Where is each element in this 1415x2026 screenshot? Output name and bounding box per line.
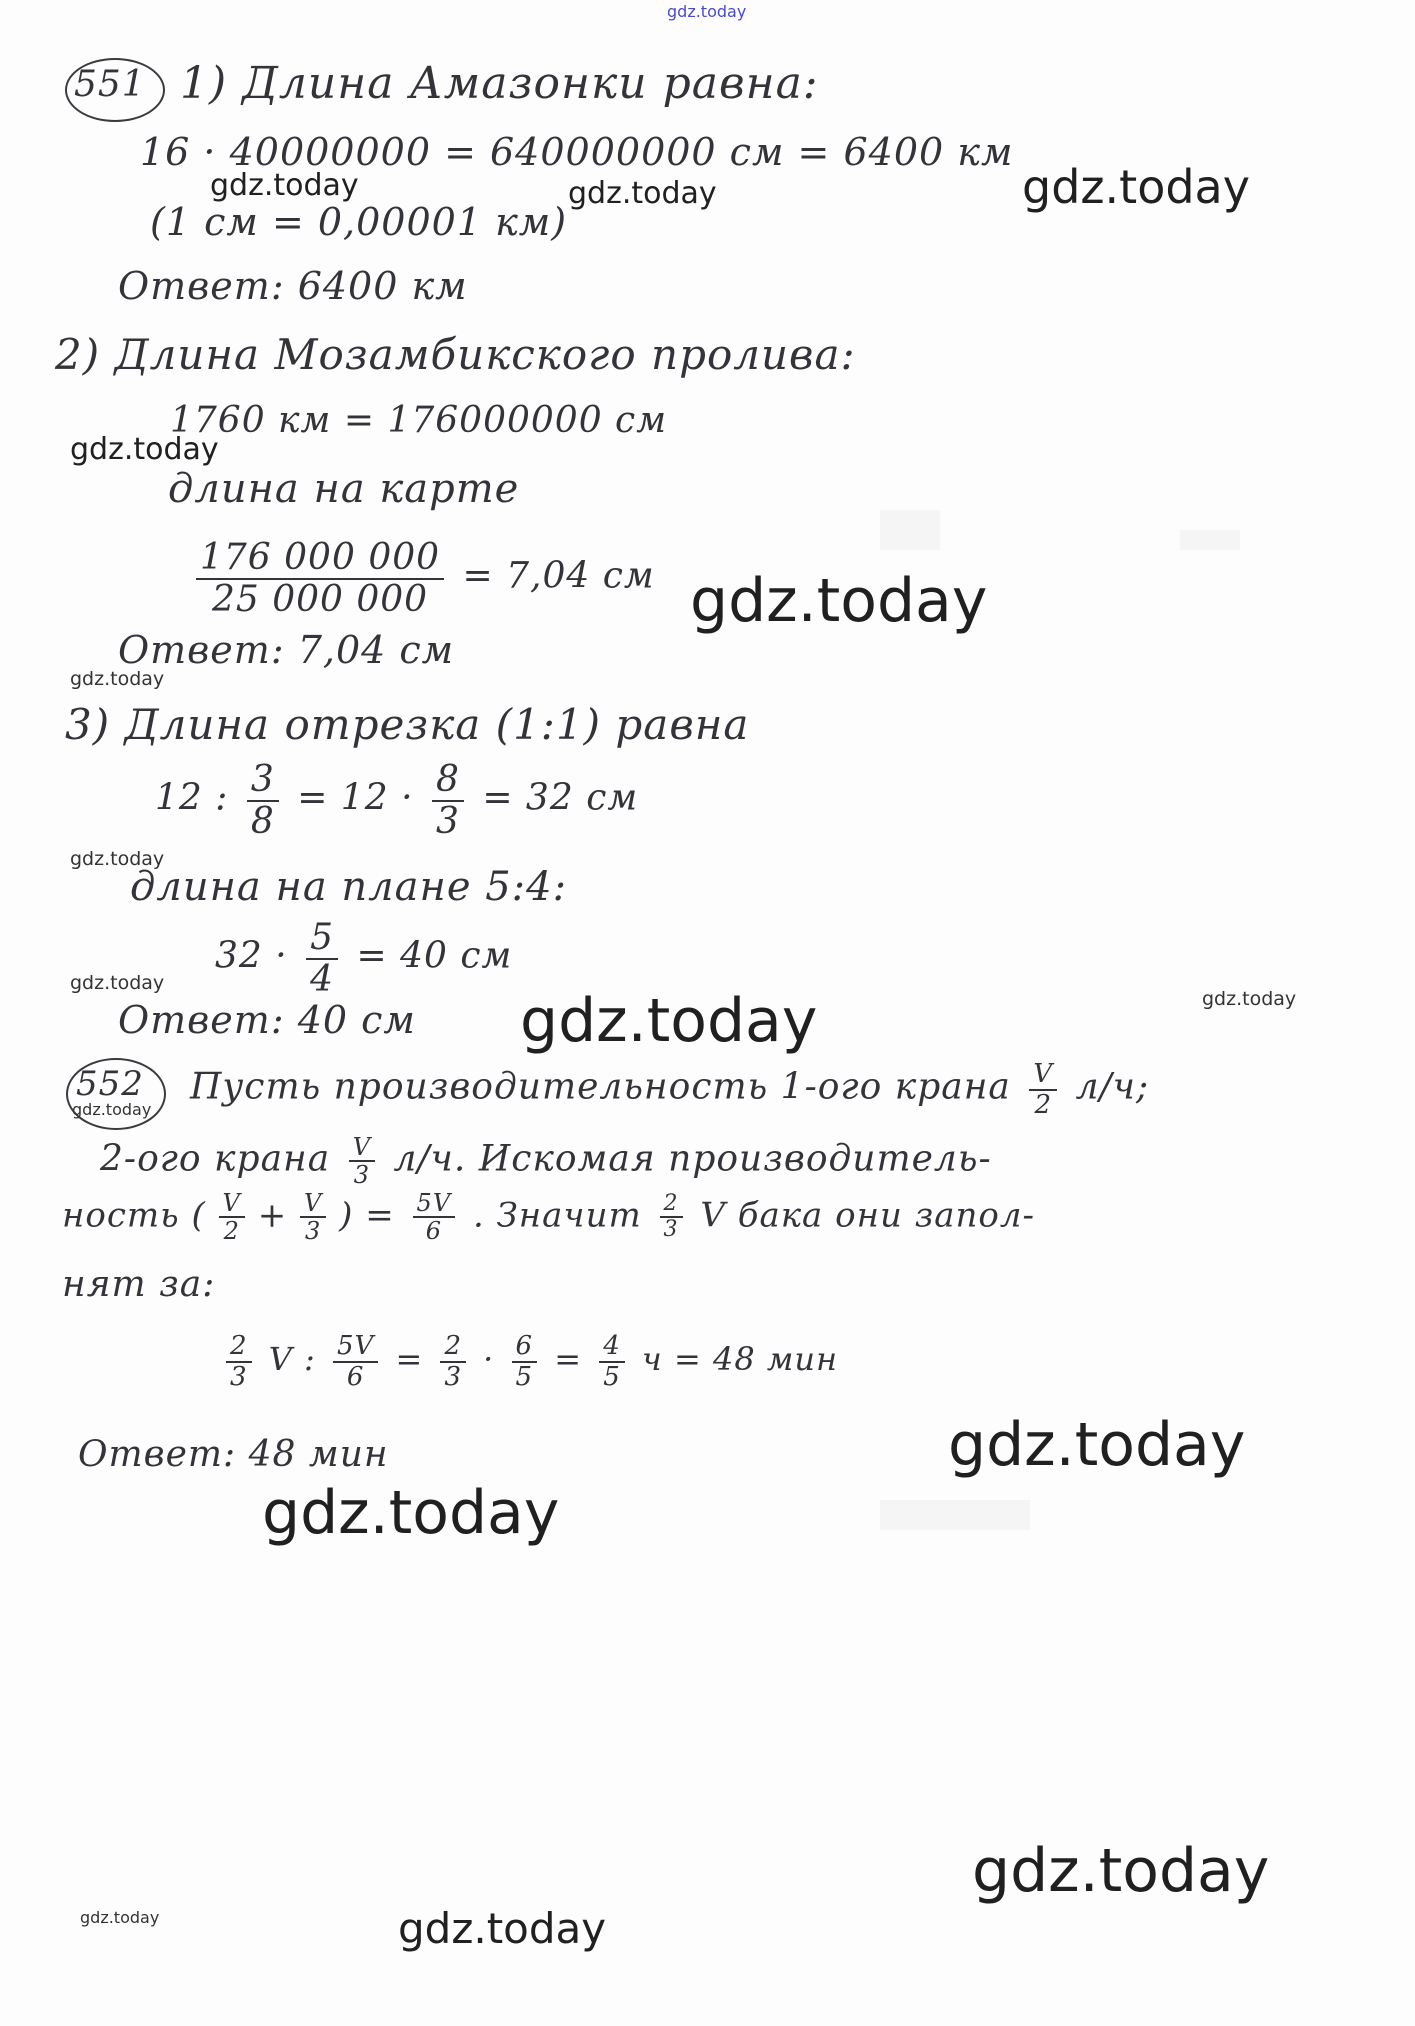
fraction [306,918,338,999]
bleed-through-mark [1180,530,1240,550]
watermark: gdz.today [1022,160,1250,214]
p552-line3 [62,1190,1035,1245]
fraction [413,1190,456,1245]
watermark: gdz.today [398,1904,607,1953]
s3-calc-lhs: 32 · [215,935,288,977]
denominator: 2 [223,1217,240,1246]
calc-eq2: = [554,1340,583,1379]
fraction [226,1332,252,1391]
calc-v: V : [268,1340,316,1379]
numerator: 8 [432,760,464,802]
watermark: gdz.today [80,1908,160,1927]
problem-number: 551 [74,64,146,105]
calc-res: ч = 48 мин [641,1340,839,1379]
numerator: 5V [413,1190,456,1218]
problem-number: 552 [76,1064,144,1104]
p552-answer: Ответ: 48 мин [78,1434,389,1475]
s2-answer: Ответ: 7,04 см [118,628,455,672]
numerator: V [349,1134,375,1162]
denominator: 6 [425,1217,442,1246]
fraction [440,1332,466,1391]
watermark: gdz.today [690,566,988,636]
denominator: 3 [305,1217,322,1246]
p552-line2 [100,1134,992,1189]
s3-calc-res: = 40 см [356,935,513,977]
numerator: 3 [247,760,279,802]
s3-calc2 [215,918,512,999]
numerator: V [1029,1060,1057,1091]
watermark: gdz.today [70,972,165,994]
s1-note: (1 см = 0,00001 км) [150,200,568,244]
s3-lhs: 12 : [155,777,229,819]
fraction [349,1134,375,1189]
s3-label: длина на плане 5:4: [130,864,568,910]
watermark: gdz.today [948,1410,1246,1480]
numerator: 5V [333,1332,378,1363]
s3-answer: Ответ: 40 см [118,998,416,1042]
fraction [300,1190,326,1245]
s3-mid: = 12 · [297,777,414,819]
denominator: 3 [435,800,460,842]
numerator: 5 [306,918,338,960]
denominator: 8 [250,800,275,842]
denominator: 6 [346,1361,365,1392]
p552-line2b: л/ч. Искомая производитель- [393,1138,992,1180]
watermark: gdz.today [72,1100,152,1119]
p552-line3a: ность ( [62,1195,206,1236]
denominator: 5 [515,1361,534,1392]
watermark: gdz.today [70,668,165,690]
fraction [512,1332,538,1391]
fraction [432,760,464,841]
bleed-through-mark [880,1500,1030,1530]
s2-result: = 7,04 см [462,555,655,597]
numerator: V [300,1190,326,1218]
s1-calc: 16 · 40000000 = 640000000 см = 6400 км [140,130,1014,174]
watermark: gdz.today [667,2,747,21]
p552-line1b: л/ч; [1075,1066,1150,1108]
denominator: 3 [663,1217,679,1243]
watermark: gdz.today [1202,988,1297,1010]
denominator: 25 000 000 [211,578,429,620]
watermark: gdz.today [210,168,359,203]
p552-line1 [190,1060,1149,1119]
fraction [196,538,444,619]
numerator: V [219,1190,245,1218]
s3-calc [155,760,638,841]
p552-line2a: 2-ого крана [100,1138,331,1180]
fraction [219,1190,245,1245]
s2-fraction-line [190,538,655,619]
s3-heading: 3) Длина отрезка (1:1) равна [65,700,750,749]
watermark: gdz.today [70,848,165,870]
denominator: 3 [353,1161,370,1190]
watermark: gdz.today [972,1836,1270,1906]
p552-line3c: V бака они запол- [700,1195,1036,1236]
p552-calc [220,1332,838,1391]
calc-eq1: = [395,1340,424,1379]
fraction [660,1192,683,1242]
watermark: gdz.today [70,432,219,467]
s2-convert: 1760 км = 176000000 см [170,400,668,441]
numerator: 2 [660,1192,683,1218]
s2-heading: 2) Длина Мозамбикского пролива: [55,330,856,379]
s1-answer: Ответ: 6400 км [118,264,468,308]
bleed-through-mark [880,510,940,550]
s2-label: длина на карте [168,466,520,512]
watermark: gdz.today [262,1478,560,1548]
fraction [333,1332,378,1391]
p552-line3b: . Значит [472,1195,642,1236]
fraction [1029,1060,1057,1119]
numerator: 2 [440,1332,466,1363]
denominator: 2 [1034,1089,1053,1120]
calc-dot: · [483,1340,495,1379]
s3-res: = 32 см [482,777,639,819]
numerator: 2 [226,1332,252,1363]
numerator: 4 [599,1332,625,1363]
watermark: gdz.today [520,986,818,1056]
denominator: 5 [603,1361,621,1392]
p552-line4: нят за: [62,1264,216,1305]
denominator: 3 [444,1361,462,1392]
denominator: 3 [230,1361,248,1392]
numerator: 6 [512,1332,538,1363]
p552-line1a: Пусть производительность 1-ого крана [190,1066,1011,1108]
numerator: 176 000 000 [196,538,444,580]
denominator: 4 [310,958,335,1000]
p552-line3-eq: ) = [339,1195,395,1236]
fraction [247,760,279,841]
p552-line3-plus: + [257,1195,288,1236]
watermark: gdz.today [568,176,717,211]
s1-heading: 1) Длина Амазонки равна: [180,58,819,109]
fraction [599,1332,625,1391]
